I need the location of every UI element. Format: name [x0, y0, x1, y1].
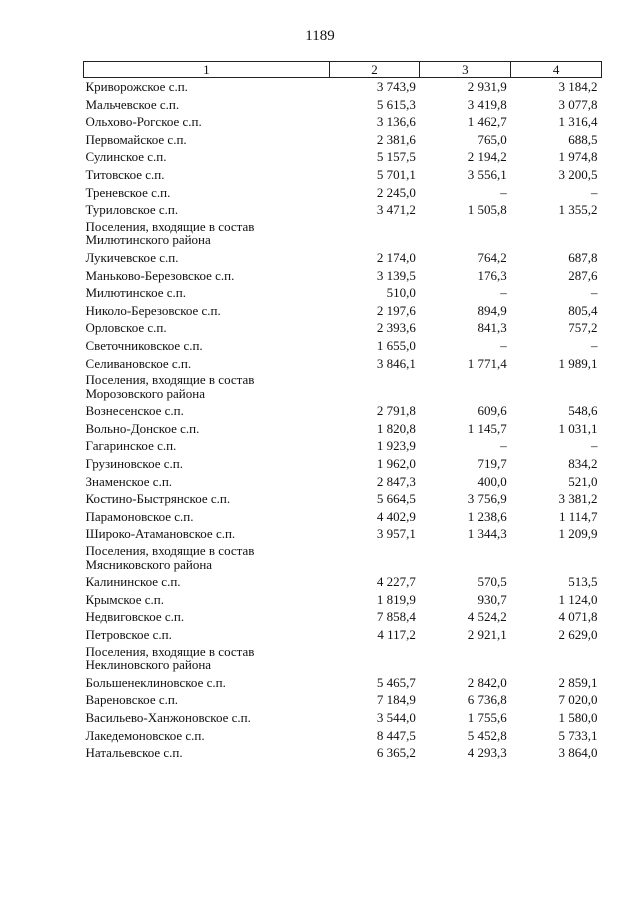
table-row	[84, 166, 602, 184]
value-cell-column-4: 757,2	[568, 320, 598, 336]
table-row	[84, 337, 602, 355]
settlement-name-cell: Поселения, входящие в состав Мясниковского района	[85, 543, 255, 572]
value-cell-column-3: 3 756,9	[467, 491, 507, 507]
settlement-name-cell: Ольхово-Рогское с.п.	[85, 114, 202, 130]
value-cell-column-4: 1 124,0	[558, 591, 598, 607]
value-cell-column-2: 6 365,2	[376, 745, 416, 761]
value-cell-column-4: 4 071,8	[558, 609, 598, 625]
value-cell-column-3: –	[500, 285, 507, 301]
value-cell-column-3: 2 931,9	[467, 79, 507, 94]
value-cell-column-3: 1 238,6	[467, 508, 507, 524]
value-cell-column-3: 5 452,8	[467, 727, 507, 743]
settlement-name-cell: Петровское с.п.	[85, 627, 172, 642]
value-cell-column-3: 609,6	[477, 403, 507, 419]
value-cell-column-4: 5 733,1	[558, 727, 598, 743]
table-group-row	[84, 644, 602, 674]
table-row	[84, 284, 602, 302]
value-cell-column-3: –	[500, 337, 507, 353]
settlement-name-cell: Вознесенское с.п.	[85, 403, 184, 419]
table-row	[84, 131, 602, 149]
value-cell-column-2: 2 381,6	[376, 131, 416, 147]
table-group-row	[84, 219, 602, 249]
table-row	[84, 525, 602, 543]
value-cell-column-3: 6 736,8	[467, 692, 507, 708]
table-row	[84, 626, 602, 644]
table-row	[84, 437, 602, 455]
settlement-name-cell: Светочниковское с.п.	[85, 337, 203, 353]
table-row	[84, 727, 602, 745]
value-cell-column-4: 1 974,8	[558, 149, 598, 165]
settlement-name-cell: Широко-Атамановское с.п.	[85, 526, 236, 542]
value-cell-column-3: 930,7	[477, 591, 507, 607]
settlement-name-cell: Сулинское с.п.	[85, 149, 167, 165]
settlement-name-cell: Костино-Быстрянское с.п.	[85, 491, 231, 507]
value-cell-column-4: 3 077,8	[558, 96, 598, 112]
column-header-1: 1	[84, 62, 330, 78]
table-row	[84, 113, 602, 131]
settlement-name-cell: Большенеклиновское с.п.	[85, 674, 226, 690]
value-cell-column-2: 3 846,1	[376, 355, 416, 371]
value-cell-column-3: 1 771,4	[467, 355, 507, 371]
value-cell-column-3	[420, 219, 511, 249]
page-number: 1189	[305, 28, 335, 44]
settlement-name-cell: Поселения, входящие в состав Морозовского района	[85, 372, 255, 401]
settlement-name-cell: Васильево-Ханжоновское с.п.	[85, 709, 251, 725]
value-cell-column-2: 7 858,4	[376, 609, 416, 625]
table-row	[84, 201, 602, 219]
value-cell-column-4: 1 989,1	[558, 355, 598, 371]
value-cell-column-3: 764,2	[477, 249, 507, 265]
value-cell-column-4: 1 114,7	[558, 508, 598, 524]
value-cell-column-4: –	[591, 438, 598, 454]
value-cell-column-4: 2 859,1	[558, 674, 598, 690]
value-cell-column-2: 3 471,2	[376, 202, 416, 218]
value-cell-column-3: 3 556,1	[467, 166, 507, 182]
value-cell-column-3	[420, 372, 511, 402]
value-cell-column-3: 1 344,3	[467, 526, 507, 542]
value-cell-column-2: 3 743,9	[376, 79, 416, 94]
settlement-name-cell: Поселения, входящие в состав Милютинского района	[85, 218, 255, 248]
value-cell-column-2: 1 962,0	[376, 456, 416, 472]
table-row	[84, 249, 602, 267]
table-row	[84, 184, 602, 202]
value-cell-column-2: 2 393,6	[376, 320, 416, 336]
settlement-name-cell: Селивановское с.п.	[85, 355, 192, 371]
settlement-name-cell: Крымское с.п.	[85, 591, 164, 607]
settlement-name-cell: Гагаринское с.п.	[85, 438, 177, 454]
table-body	[84, 78, 602, 762]
value-cell-column-2: 5 615,3	[376, 96, 416, 112]
value-cell-column-4: 7 020,0	[558, 692, 598, 708]
value-cell-column-4: 2 629,0	[558, 627, 598, 642]
settlement-name-cell: Лакедемоновское с.п.	[85, 727, 205, 743]
settlement-name-cell: Поселения, входящие в состав Неклиновского района	[85, 643, 255, 673]
value-cell-column-2: 4 117,2	[377, 627, 416, 642]
value-cell-column-3: 765,0	[477, 131, 507, 147]
value-cell-column-4: –	[591, 337, 598, 353]
value-cell-column-2: 2 791,8	[376, 403, 416, 419]
table-row	[84, 591, 602, 609]
table-row	[84, 455, 602, 473]
value-cell-column-2: 1 923,9	[376, 438, 416, 454]
value-cell-column-4	[511, 543, 602, 573]
value-cell-column-4: 805,4	[568, 302, 598, 318]
value-cell-column-4: –	[591, 285, 598, 301]
value-cell-column-3: –	[500, 184, 507, 200]
value-cell-column-3: 1 462,7	[467, 114, 507, 130]
settlement-name-cell: Натальевское с.п.	[85, 745, 183, 761]
value-cell-column-3: –	[500, 438, 507, 454]
value-cell-column-2: 2 197,6	[376, 302, 416, 318]
value-cell-column-3: 1 505,8	[467, 202, 507, 218]
value-cell-column-3: 4 293,3	[467, 745, 507, 761]
value-cell-column-2: 2 847,3	[376, 473, 416, 489]
table-row	[84, 674, 602, 692]
value-cell-column-2: 3 544,0	[376, 709, 416, 725]
value-cell-column-3	[420, 543, 511, 573]
table-row	[84, 691, 602, 709]
value-cell-column-2: 1 820,8	[376, 420, 416, 436]
value-cell-column-4: 3 184,2	[558, 79, 598, 94]
settlement-name-cell: Лукичевское с.п.	[85, 249, 179, 265]
value-cell-column-4: 1 355,2	[558, 202, 598, 218]
value-cell-column-3: 841,3	[477, 320, 507, 336]
value-cell-column-2: 4 402,9	[376, 508, 416, 524]
table-row	[84, 709, 602, 727]
table-row	[84, 319, 602, 337]
value-cell-column-4: 3 381,2	[558, 491, 598, 507]
table-group-row	[84, 543, 602, 573]
value-cell-column-4: 513,5	[568, 574, 598, 590]
value-cell-column-2: 510,0	[386, 285, 416, 301]
table-header	[84, 62, 602, 78]
value-cell-column-4	[511, 372, 602, 402]
value-cell-column-2	[329, 644, 420, 674]
table-row	[84, 490, 602, 508]
table-group-row	[84, 372, 602, 402]
table-row	[84, 420, 602, 438]
table-row	[84, 355, 602, 373]
settlement-name-cell: Парамоновское с.п.	[85, 508, 194, 524]
value-cell-column-4: 3 864,0	[558, 745, 598, 761]
value-cell-column-3: 570,5	[477, 574, 507, 590]
table-row	[84, 148, 602, 166]
value-cell-column-2: 3 957,1	[376, 526, 416, 542]
value-cell-column-2	[329, 543, 420, 573]
value-cell-column-4	[511, 644, 602, 674]
table-row	[84, 573, 602, 591]
value-cell-column-4: 1 580,0	[558, 709, 598, 725]
value-cell-column-2: 4 227,7	[376, 574, 416, 590]
table-row	[84, 78, 602, 96]
data-table	[83, 61, 602, 762]
table-row	[84, 267, 602, 285]
settlement-name-cell: Николо-Березовское с.п.	[85, 302, 221, 318]
value-cell-column-3: 4 524,2	[467, 609, 507, 625]
settlement-name-cell: Мальчевское с.п.	[85, 96, 180, 112]
header-row	[84, 62, 602, 78]
value-cell-column-2: 5 465,7	[376, 674, 416, 690]
value-cell-column-3: 1 145,7	[467, 420, 507, 436]
value-cell-column-2: 5 664,5	[376, 491, 416, 507]
value-cell-column-3: 2 921,1	[467, 627, 507, 642]
value-cell-column-2: 3 136,6	[376, 114, 416, 130]
value-cell-column-2: 3 139,5	[376, 267, 416, 283]
settlement-name-cell: Титовское с.п.	[85, 166, 165, 182]
settlement-name-cell: Грузиновское с.п.	[85, 456, 183, 472]
table-row	[84, 302, 602, 320]
column-header-3: 3	[420, 62, 511, 78]
value-cell-column-3: 2 194,2	[467, 149, 507, 165]
settlement-name-cell: Орловское с.п.	[85, 320, 167, 336]
value-cell-column-3: 894,9	[477, 302, 507, 318]
column-header-4: 4	[511, 62, 602, 78]
settlement-name-cell: Вольно-Донское с.п.	[85, 420, 200, 436]
table-row	[84, 402, 602, 420]
value-cell-column-2: 2 245,0	[376, 184, 416, 200]
settlement-name-cell: Вареновское с.п.	[85, 692, 179, 708]
settlement-name-cell: Первомайское с.п.	[85, 131, 187, 147]
value-cell-column-4: 548,6	[568, 403, 598, 419]
value-cell-column-4: 1 209,9	[558, 526, 598, 542]
table-row	[84, 508, 602, 526]
value-cell-column-2: 1 655,0	[376, 337, 416, 353]
settlement-name-cell: Калининское с.п.	[85, 574, 181, 590]
value-cell-column-4: 1 031,1	[558, 420, 598, 436]
value-cell-column-3	[420, 644, 511, 674]
value-cell-column-4: 688,5	[568, 131, 598, 147]
value-cell-column-2	[329, 372, 420, 402]
settlement-name-cell: Криворожское с.п.	[85, 79, 188, 94]
value-cell-column-2: 2 174,0	[376, 249, 416, 265]
table-row	[84, 473, 602, 491]
table-row	[84, 96, 602, 114]
value-cell-column-2: 7 184,9	[376, 692, 416, 708]
value-cell-column-3: 1 755,6	[467, 709, 507, 725]
value-cell-column-3: 400,0	[477, 473, 507, 489]
settlement-name-cell: Милютинское с.п.	[85, 285, 186, 301]
value-cell-column-4: 687,8	[568, 249, 598, 265]
settlement-name-cell: Недвиговское с.п.	[85, 609, 185, 625]
value-cell-column-2: 8 447,5	[376, 727, 416, 743]
settlement-name-cell: Маньково-Березовское с.п.	[85, 267, 235, 283]
settlement-name-cell: Туриловское с.п.	[85, 202, 179, 218]
value-cell-column-2: 5 157,5	[376, 149, 416, 165]
value-cell-column-4: –	[591, 184, 598, 200]
value-cell-column-4	[511, 219, 602, 249]
value-cell-column-2: 5 701,1	[376, 166, 416, 182]
table-row	[84, 744, 602, 762]
value-cell-column-2	[329, 219, 420, 249]
value-cell-column-4: 1 316,4	[558, 114, 598, 130]
settlement-name-cell: Треневское с.п.	[85, 184, 171, 200]
value-cell-column-4: 3 200,5	[558, 166, 598, 182]
value-cell-column-4: 521,0	[568, 473, 598, 489]
settlement-name-cell: Знаменское с.п.	[85, 473, 173, 489]
value-cell-column-3: 2 842,0	[467, 674, 507, 690]
column-header-2: 2	[329, 62, 420, 78]
value-cell-column-2: 1 819,9	[376, 591, 416, 607]
value-cell-column-3: 3 419,8	[467, 96, 507, 112]
value-cell-column-3: 176,3	[477, 267, 507, 283]
value-cell-column-4: 834,2	[568, 456, 598, 472]
value-cell-column-4: 287,6	[568, 267, 598, 283]
value-cell-column-3: 719,7	[477, 456, 507, 472]
table-row	[84, 608, 602, 626]
